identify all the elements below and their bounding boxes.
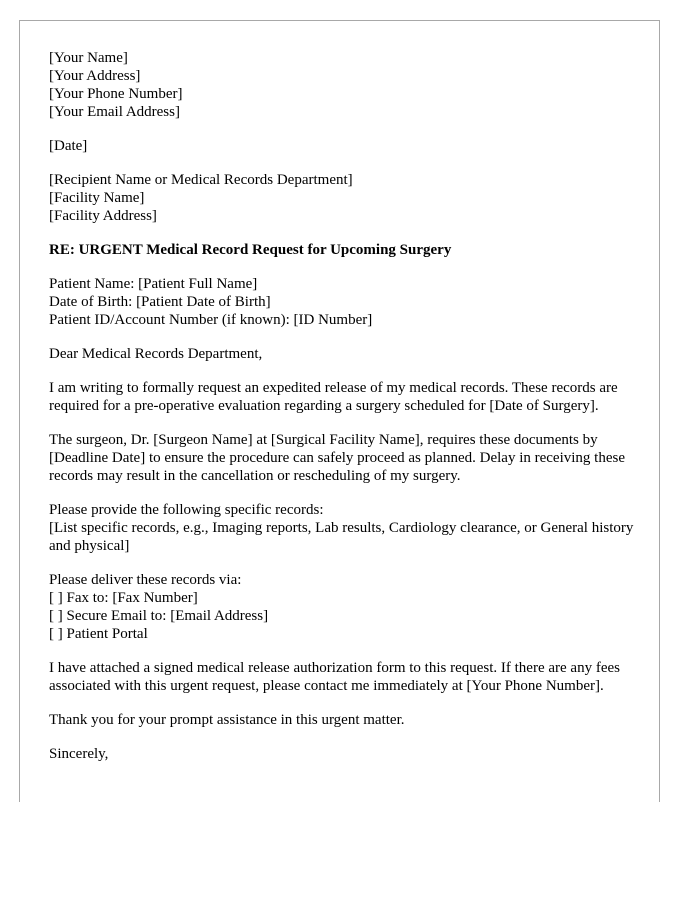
letter-date: [Date]: [49, 138, 88, 154]
body-paragraph-attachment: I have attached a signed medical release authorization form to this request. If there are any fees associated with this urgent request, please contact me immediately at [Your Phone Number].: [49, 660, 620, 694]
spacer: [49, 225, 639, 241]
sender-phone: [Your Phone Number]: [49, 86, 183, 102]
delivery-intro: Please deliver these records via:: [49, 572, 242, 588]
records-block: [49, 501, 639, 555]
facility-address: [Facility Address]: [49, 208, 157, 224]
spacer: [49, 729, 639, 745]
spacer: [49, 695, 639, 711]
body-paragraph-surgeon: The surgeon, Dr. [Surgeon Name] at [Surgical Facility Name], requires these documents by [Deadline Date] to ensure the procedure can safely proceed as planned. Delay in receiving these records may result in the cancellation or rescheduling of my surgery.: [49, 432, 625, 484]
sender-block: [49, 49, 639, 121]
spacer: [49, 155, 639, 171]
patient-dob-line: Date of Birth: [Patient Date of Birth]: [49, 294, 271, 310]
sender-address: [Your Address]: [49, 68, 141, 84]
delivery-block: [49, 571, 639, 643]
recipient-block: [49, 171, 639, 225]
recipient-name: [Recipient Name or Medical Records Department]: [49, 172, 353, 188]
spacer: [49, 555, 639, 571]
subject-line: RE: URGENT Medical Record Request for Upcoming Surgery: [49, 242, 452, 258]
thanks-line: Thank you for your prompt assistance in this urgent matter.: [49, 712, 405, 728]
letter-page: [19, 20, 660, 802]
delivery-option-portal: [ ] Patient Portal: [49, 626, 148, 642]
sender-email: [Your Email Address]: [49, 104, 180, 120]
spacer: [49, 363, 639, 379]
records-list: [List specific records, e.g., Imaging reports, Lab results, Cardiology clearance, or General history and physical]: [49, 520, 634, 554]
records-intro: Please provide the following specific records:: [49, 502, 324, 518]
spacer: [49, 643, 639, 659]
spacer: [49, 259, 639, 275]
patient-id-line: Patient ID/Account Number (if known): [ID Number]: [49, 312, 373, 328]
sender-name: [Your Name]: [49, 50, 128, 66]
spacer: [49, 485, 639, 501]
facility-name: [Facility Name]: [49, 190, 145, 206]
closing-line: Sincerely,: [49, 746, 109, 762]
spacer: [49, 329, 639, 345]
spacer: [49, 415, 639, 431]
letter-content: [49, 49, 639, 763]
body-paragraph-request: I am writing to formally request an expedited release of my medical records. These records are required for a pre-operative evaluation regarding a surgery scheduled for [Date of Surgery].: [49, 380, 618, 414]
delivery-option-fax: [ ] Fax to: [Fax Number]: [49, 590, 198, 606]
spacer: [49, 121, 639, 137]
patient-info-block: [49, 275, 639, 329]
patient-name-line: Patient Name: [Patient Full Name]: [49, 276, 258, 292]
salutation: Dear Medical Records Department,: [49, 346, 263, 362]
delivery-option-email: [ ] Secure Email to: [Email Address]: [49, 608, 269, 624]
